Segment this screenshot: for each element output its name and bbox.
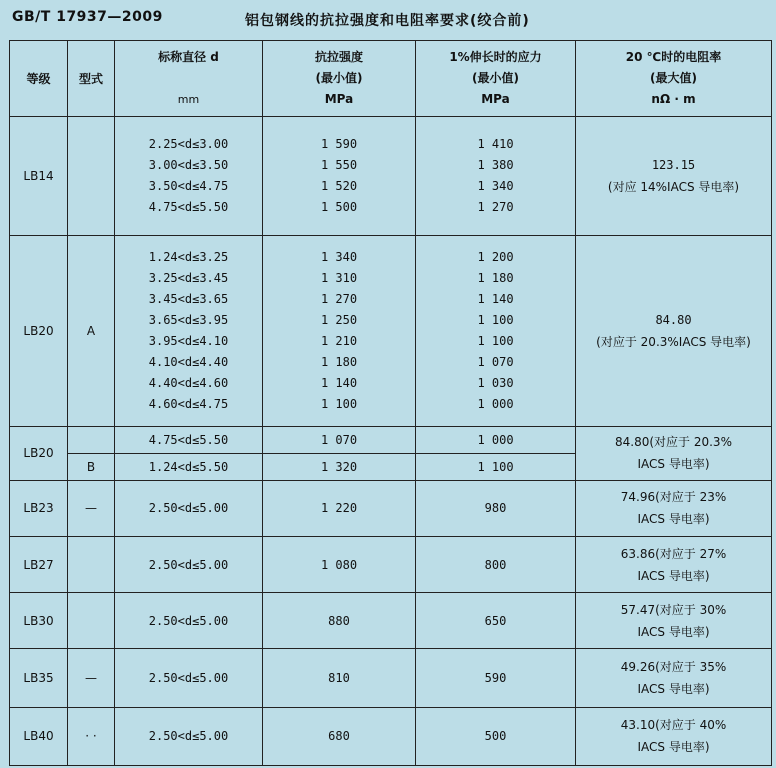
type-cell: A <box>68 235 115 426</box>
header-diameter-label: 标称直径 d <box>158 50 219 65</box>
table-row <box>10 235 772 426</box>
table-title: 铝包钢线的抗拉强度和电阻率要求(绞合前) <box>245 13 530 29</box>
stress-value: 1 180 <box>477 270 514 285</box>
resistivity-value: 57.47(对应于 30% <box>620 602 727 617</box>
stress-cell: 980 <box>416 480 576 536</box>
header-tensile-qualifier: (最小值) <box>315 71 363 86</box>
resistivity-note: (对应 14%IACS 导电率) <box>607 180 740 195</box>
diameter-cell: 1.24<d≤5.50 <box>115 453 263 480</box>
header-tensile-unit: MPa <box>324 92 354 107</box>
grade-cell: LB23 <box>10 480 68 536</box>
standard-code: GB/T 17937—2009 <box>12 9 163 25</box>
tensile-value: 1 140 <box>320 375 358 390</box>
header-tensile-label: 抗拉强度 <box>314 50 363 65</box>
stress-value: 1 200 <box>477 249 514 264</box>
stress-cell: 1 000 <box>416 426 576 453</box>
type-cell <box>68 537 115 593</box>
stress-value: 1 410 <box>477 137 514 152</box>
resistivity-note: (对应于 20.3%IACS 导电率) <box>596 334 751 349</box>
diameter-value: 3.00<d≤3.50 <box>148 158 229 173</box>
tensile-value: 1 550 <box>320 158 358 173</box>
resistivity-cell <box>576 649 772 707</box>
table-row <box>10 707 772 765</box>
tensile-value: 1 520 <box>320 179 358 194</box>
tensile-value: 1 340 <box>320 249 358 264</box>
table-row <box>10 593 772 649</box>
diameter-value: 4.60<d≤4.75 <box>148 396 229 411</box>
header-tensile <box>263 41 416 117</box>
spec-table <box>9 40 772 766</box>
diameter-cell <box>115 117 263 235</box>
diameter-value: 2.25<d≤3.00 <box>148 137 229 152</box>
table-row <box>10 480 772 536</box>
grade-cell: LB20 <box>10 426 68 480</box>
stress-cell: 500 <box>416 707 576 765</box>
header-resistivity-qualifier: (最大值) <box>650 71 697 86</box>
diameter-cell: 2.50<d≤5.00 <box>115 649 263 707</box>
header-type: 型式 <box>68 41 115 117</box>
grade-cell: LB20 <box>10 235 68 426</box>
type-cell: — <box>68 480 115 536</box>
type-cell: · · <box>68 707 115 765</box>
resistivity-value: 63.86(对应于 27% <box>620 546 727 561</box>
stress-value: 1 100 <box>477 333 514 348</box>
diameter-cell <box>115 235 263 426</box>
stress-cell <box>416 117 576 235</box>
stress-cell: 1 100 <box>416 453 576 480</box>
header-row <box>10 41 772 117</box>
header-stress-qualifier: (最小值) <box>472 71 519 86</box>
diameter-cell: 2.50<d≤5.00 <box>115 707 263 765</box>
table-row <box>10 426 772 453</box>
tensile-cell: 680 <box>263 707 416 765</box>
stress-cell: 590 <box>416 649 576 707</box>
grade-cell: LB30 <box>10 593 68 649</box>
stress-cell: 650 <box>416 593 576 649</box>
resistivity-cell <box>576 480 772 536</box>
resistivity-value: 84.80(对应于 20.3% <box>615 435 732 450</box>
stress-value: 1 000 <box>477 396 514 411</box>
diameter-value: 3.65<d≤3.95 <box>148 312 229 327</box>
diameter-value: 4.10<d≤4.40 <box>148 354 229 369</box>
header-grade: 等级 <box>10 41 68 117</box>
resistivity-cell <box>576 235 772 426</box>
stress-cell <box>416 235 576 426</box>
resistivity-cell <box>576 593 772 649</box>
tensile-cell: 810 <box>263 649 416 707</box>
tensile-value: 1 250 <box>320 312 358 327</box>
resistivity-note: IACS 导电率) <box>637 624 710 639</box>
tensile-value: 1 310 <box>320 270 358 285</box>
resistivity-note: IACS 导电率) <box>637 512 710 527</box>
resistivity-cell <box>576 537 772 593</box>
tensile-value: 1 270 <box>320 291 358 306</box>
resistivity-value: 123.15 <box>651 158 696 173</box>
resistivity-note: IACS 导电率) <box>637 740 710 755</box>
diameter-value: 3.45<d≤3.65 <box>148 291 229 306</box>
type-cell: — <box>68 649 115 707</box>
type-cell: B <box>68 453 115 480</box>
diameter-cell: 2.50<d≤5.00 <box>115 593 263 649</box>
type-cell <box>68 117 115 235</box>
resistivity-cell <box>576 117 772 235</box>
resistivity-value: 49.26(对应于 35% <box>620 660 727 675</box>
tensile-value: 1 100 <box>320 396 358 411</box>
resistivity-value: 74.96(对应于 23% <box>620 490 727 505</box>
table-row <box>10 117 772 235</box>
diameter-value: 3.95<d≤4.10 <box>148 333 229 348</box>
header-resistivity <box>576 41 772 117</box>
stress-value: 1 140 <box>477 291 514 306</box>
grade-cell: LB27 <box>10 537 68 593</box>
header-stress <box>416 41 576 117</box>
diameter-value: 1.24<d≤3.25 <box>148 249 229 264</box>
header-resistivity-label: 20 ℃时的电阻率 <box>625 50 722 65</box>
tensile-cell: 1 320 <box>263 453 416 480</box>
grade-cell: LB14 <box>10 117 68 235</box>
diameter-value: 4.75<d≤5.50 <box>148 200 229 215</box>
table-row <box>10 649 772 707</box>
tensile-value: 1 500 <box>320 200 358 215</box>
stress-cell: 800 <box>416 537 576 593</box>
diameter-value: 3.25<d≤3.45 <box>148 270 229 285</box>
resistivity-value: 43.10(对应于 40% <box>620 718 727 733</box>
tensile-value: 1 210 <box>320 333 358 348</box>
type-cell <box>68 426 115 453</box>
table-row <box>10 537 772 593</box>
header-stress-label: 1%伸长时的应力 <box>449 50 542 65</box>
tensile-value: 1 590 <box>320 137 358 152</box>
header-diameter <box>115 41 263 117</box>
diameter-cell: 2.50<d≤5.00 <box>115 537 263 593</box>
stress-value: 1 070 <box>477 354 514 369</box>
tensile-cell: 1 220 <box>263 480 416 536</box>
grade-cell: LB35 <box>10 649 68 707</box>
tensile-cell: 1 080 <box>263 537 416 593</box>
header-stress-unit: MPa <box>481 92 510 107</box>
stress-value: 1 380 <box>477 158 514 173</box>
stress-value: 1 030 <box>477 375 514 390</box>
grade-cell: LB40 <box>10 707 68 765</box>
header-diameter-unit: mm <box>177 93 200 107</box>
diameter-cell: 2.50<d≤5.00 <box>115 480 263 536</box>
resistivity-note: IACS 导电率) <box>637 682 710 697</box>
resistivity-value: 84.80 <box>655 312 692 327</box>
tensile-cell <box>263 235 416 426</box>
diameter-value: 4.40<d≤4.60 <box>148 375 229 390</box>
stress-value: 1 340 <box>477 179 514 194</box>
type-cell <box>68 593 115 649</box>
diameter-cell: 4.75<d≤5.50 <box>115 426 263 453</box>
header-resistivity-unit: nΩ · m <box>651 92 696 107</box>
resistivity-note: IACS 导电率) <box>637 457 710 472</box>
tensile-cell <box>263 117 416 235</box>
stress-value: 1 100 <box>477 312 514 327</box>
tensile-cell: 1 070 <box>263 426 416 453</box>
diameter-value: 3.50<d≤4.75 <box>148 179 229 194</box>
resistivity-cell <box>576 426 772 480</box>
tensile-cell: 880 <box>263 593 416 649</box>
resistivity-note: IACS 导电率) <box>637 568 710 583</box>
stress-value: 1 270 <box>477 200 514 215</box>
tensile-value: 1 180 <box>320 354 358 369</box>
resistivity-cell <box>576 707 772 765</box>
